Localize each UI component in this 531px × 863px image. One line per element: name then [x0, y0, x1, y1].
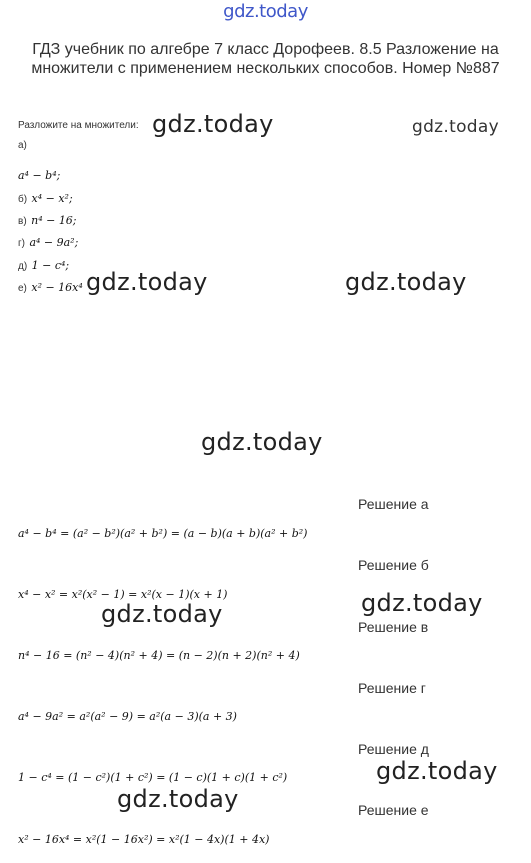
watermark: gdz.today — [361, 589, 483, 617]
solution-label: Решение в — [358, 619, 429, 635]
task-item-expr: x² − 16x⁴ — [31, 281, 83, 294]
watermark: gdz.today — [345, 268, 467, 296]
watermark: gdz.today — [101, 600, 223, 628]
solution-equation: n⁴ − 16 = (n² − 4)(n² + 4) = (n − 2)(n + 2)(n² + 4) — [18, 649, 300, 662]
task-item — [18, 211, 77, 229]
watermark: gdz.today — [412, 117, 499, 137]
task-item — [18, 189, 73, 207]
solution-equation: x² − 16x⁴ = x²(1 − 16x²) = x²(1 − 4x)(1 + 4x) — [18, 833, 270, 846]
task-intro-label: а) — [18, 140, 27, 151]
solution-equation: a⁴ − 9a² = a²(a² − 9) = a²(a − 3)(a + 3) — [18, 710, 237, 723]
task-item — [18, 278, 83, 296]
task-prompt: Разложите на множители: — [18, 120, 139, 131]
task-item-expr: 1 − c⁴; — [31, 259, 70, 272]
watermark: gdz.today — [117, 785, 239, 813]
watermark: gdz.today — [201, 428, 323, 456]
solution-label: Решение а — [358, 496, 429, 512]
task-item-expr: x⁴ − x²; — [31, 192, 73, 205]
task-item-label: б) — [18, 194, 28, 205]
watermark: gdz.today — [152, 110, 274, 138]
solution-equation: 1 − c⁴ = (1 − c²)(1 + c²) = (1 − c)(1 + c)(1 + c²) — [18, 771, 288, 784]
watermark: gdz.today — [86, 268, 208, 296]
task-item-expr: a⁴ − b⁴; — [18, 169, 61, 182]
solution-label: Решение д — [358, 741, 429, 757]
task-item — [18, 233, 78, 251]
task-item-label: е) — [18, 283, 27, 294]
solution-label: Решение г — [358, 680, 426, 696]
site-logo[interactable]: gdz.today — [223, 1, 308, 22]
task-item-expr: a⁴ − 9a²; — [29, 236, 79, 249]
solution-label: Решение е — [358, 802, 429, 818]
task-item-label: д) — [18, 261, 28, 272]
solution-label: Решение б — [358, 557, 429, 573]
page-title: ГДЗ учебник по алгебре 7 класс Дорофеев. 8.5 Разложение на множители с применением нескольких способов. Номер №887 — [31, 41, 500, 77]
watermark: gdz.today — [376, 757, 498, 785]
solution-equation: a⁴ − b⁴ = (a² − b²)(a² + b²) = (a − b)(a + b)(a² + b²) — [18, 527, 308, 540]
task-item-label: в) — [18, 216, 27, 227]
task-item-label: г) — [18, 238, 25, 249]
task-item — [18, 256, 69, 274]
task-item — [18, 166, 60, 184]
solution-equation: x⁴ − x² = x²(x² − 1) = x²(x − 1)(x + 1) — [18, 588, 228, 601]
task-item-expr: n⁴ − 16; — [31, 214, 77, 227]
